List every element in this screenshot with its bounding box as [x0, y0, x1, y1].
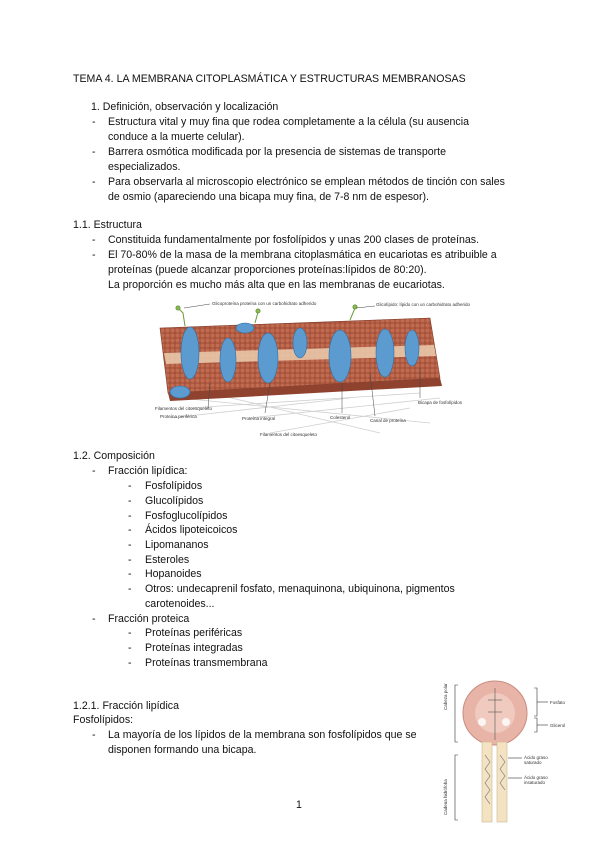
- bullet-dash: -: [128, 627, 132, 639]
- list-item: Proteínas periféricas: [145, 627, 243, 639]
- bullet-text: Barrera osmótica modificada por la presencia de sistemas de transporte: [108, 146, 446, 158]
- list-item: carotenoides...: [145, 598, 215, 610]
- bullet-text: El 70-80% de la masa de la membrana citoplasmática en eucariotas es atribuible a: [108, 249, 497, 261]
- figure-label: Filamentos del citoesqueleto: [260, 432, 318, 437]
- figure-label: Canal de proteína: [370, 418, 406, 423]
- bullet-dash: -: [128, 568, 132, 580]
- bullet-text: La mayoría de los lípidos de la membrana son fosfolípidos que se: [108, 729, 417, 741]
- section-1-2-1-heading: 1.2.1. Fracción lipídica: [73, 700, 179, 712]
- bullet-text: La proporción es mucho más alta que en las membranas de eucariotas.: [108, 279, 445, 291]
- bullet-dash: -: [92, 116, 96, 128]
- figure-label: Proteína periférica: [160, 414, 197, 419]
- figure-label: Ácido graso insaturado: [524, 775, 548, 785]
- bullet-text: Constituida fundamentalmente por fosfolípidos y unas 200 clases de proteínas.: [108, 234, 480, 246]
- bullet-dash: -: [128, 510, 132, 522]
- list-item: Proteínas transmembrana: [145, 657, 268, 669]
- list-item: Ácidos lipoteicoicos: [145, 524, 238, 536]
- figure-label: Glicerol: [550, 723, 566, 728]
- figure-label: Fosfato: [550, 700, 566, 705]
- bullet-dash: -: [128, 480, 132, 492]
- section-1-heading: 1. Definición, observación y localización: [91, 101, 279, 113]
- bullet-dash: -: [92, 465, 96, 477]
- bullet-text: Para observarla al microscopio electrónico se emplean métodos de tinción con sales: [108, 176, 505, 188]
- list-item: Lipomananos: [145, 539, 209, 551]
- list-item: Glucolípidos: [145, 495, 204, 507]
- figure-label: Ácido graso saturado: [524, 755, 548, 765]
- list-item: Fosfoglucolípidos: [145, 510, 228, 522]
- list-item: Fosfolípidos: [145, 480, 203, 492]
- section-1-1-heading: 1.1. Estructura: [73, 219, 142, 231]
- bullet-dash: -: [128, 642, 132, 654]
- bullet-text: de osmio (apareciendo una bicapa muy fina, de 7-8 nm de espesor).: [108, 191, 429, 203]
- bullet-dash: -: [92, 729, 96, 741]
- bullet-dash: -: [128, 657, 132, 669]
- list-item: Otros: undecaprenil fosfato, menaquinona, ubiquinona, pigmentos: [145, 583, 455, 595]
- bullet-dash: -: [128, 583, 132, 595]
- bullet-dash: -: [92, 613, 96, 625]
- bullet-dash: -: [92, 234, 96, 246]
- protein-fraction-heading: Fracción proteica: [108, 613, 190, 625]
- figure-label: Cadena hidrófoba: [443, 779, 448, 815]
- figure-label: Filamentos del citoesqueleto: [155, 406, 213, 411]
- bullet-text: disponen formando una bicapa.: [108, 744, 257, 756]
- figure-label: Colesterol: [330, 415, 351, 420]
- bullet-text: conduce a la muerte celular).: [108, 131, 245, 143]
- list-item: Hopanoides: [145, 568, 202, 580]
- phospholipids-subheading: Fosfolípidos:: [73, 714, 134, 726]
- figure-label: Glicoproteína proteína con un carbohidrato adherido: [212, 301, 317, 306]
- membrane-figure: [150, 298, 471, 440]
- bullet-dash: -: [128, 554, 132, 566]
- bullet-text: Estructura vital y muy fina que rodea completamente a la célula (su ausencia: [108, 116, 469, 128]
- bullet-dash: -: [92, 176, 96, 188]
- figure-label: Cabeza polar: [443, 683, 448, 710]
- bullet-dash: -: [128, 539, 132, 551]
- bullet-text: especializados.: [108, 161, 181, 173]
- bullet-dash: -: [92, 249, 96, 261]
- bullet-text: proteínas (puede alcanzar proporciones proteínas:lípidos de 80:20).: [108, 264, 427, 276]
- figure-label: Glicolípido: lípido con un carbohidrato adherido: [376, 302, 471, 307]
- bullet-dash: -: [128, 524, 132, 536]
- figure-label: Proteína integral: [242, 416, 276, 421]
- phospholipid-figure: [440, 680, 580, 825]
- section-1-2-heading: 1.2. Composición: [73, 450, 155, 462]
- page-number: 1: [296, 799, 302, 811]
- bullet-dash: -: [128, 495, 132, 507]
- list-item: Proteínas integradas: [145, 642, 243, 654]
- bullet-dash: -: [92, 146, 96, 158]
- figure-label: Bicapa de fosfolípidos: [418, 400, 463, 405]
- list-item: Esteroles: [145, 554, 190, 566]
- lipid-fraction-heading: Fracción lipídica:: [108, 465, 188, 477]
- page-title: TEMA 4. LA MEMBRANA CITOPLASMÁTICA Y ESTRUCTURAS MEMBRANOSAS: [73, 73, 466, 85]
